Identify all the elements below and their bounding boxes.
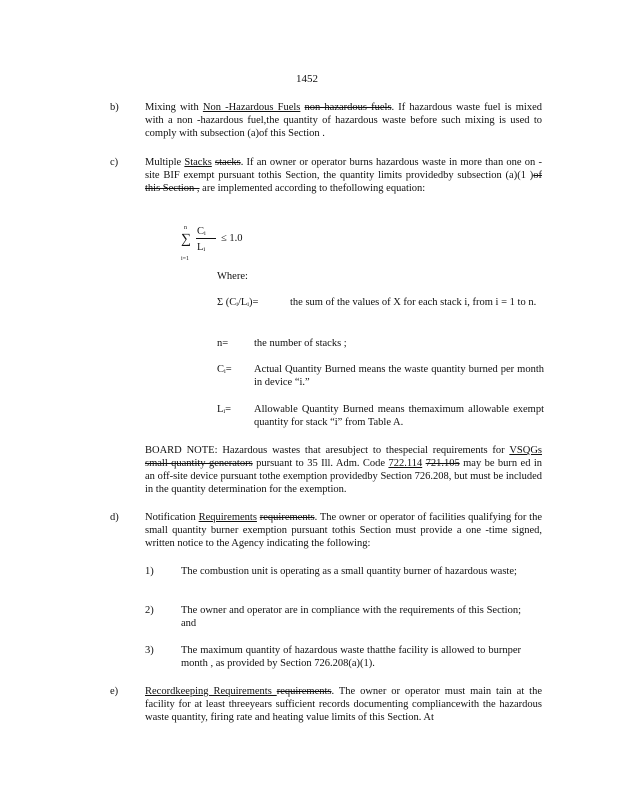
deleted-text: requirements (259, 512, 315, 523)
sum-upper-limit: n (184, 225, 187, 231)
text-run: . If an owner or operator burns hazardous waste in more than one on -site BIF exempt pursuant tothis Section, the quantity limits providedby subsection (a)(1 ) (145, 157, 543, 181)
equation-rhs: ≤ 1.0 (221, 233, 243, 244)
page-number: 1452 (296, 73, 318, 85)
inserted-text: Stacks (184, 157, 212, 168)
where-label: Where: (217, 271, 248, 282)
subsection-label-e: e) (110, 686, 119, 697)
item-text: The combustion unit is operating as a small quantity burner of hazardous waste; (181, 566, 517, 577)
subsection-b-text (145, 101, 542, 140)
inserted-text: VSQGs (509, 445, 542, 456)
text-run: pursuant to 35 Ill. Adm. Code (252, 458, 389, 469)
subsection-e-text (145, 685, 542, 724)
inserted-text: Non -Hazardous Fuels (202, 102, 301, 113)
text-run: Mixing with (145, 102, 199, 113)
definition-text: Allowable Quantity Burned means themaximum allowable exempt quantity for stack “i” from Table A. (254, 404, 544, 428)
board-note (145, 444, 542, 496)
deleted-text: requirements (276, 686, 332, 697)
definition-text: the sum of the values of X for each stack i, from i = 1 to n. (290, 297, 537, 308)
subsection-label-d: d) (110, 512, 119, 523)
deleted-text: 721.105 (425, 458, 460, 469)
item-label: 3) (145, 645, 154, 656)
definition-term: Σ (Cᵢ/Lᵢ)= (217, 297, 259, 308)
definition-term: n= (217, 338, 229, 349)
definition-term: Cᵢ= (217, 364, 232, 375)
text-run: may be burn ed in an off-site device pursuant tothe exemption providedby Section 726.208, but must be included in the quantity determination for the exemption. (145, 458, 543, 495)
item-text: The owner and operator are in compliance with the requirements of this Section; and (181, 605, 521, 629)
item-label: 2) (145, 605, 154, 616)
definition-term: Lᵢ= (217, 404, 232, 415)
subsection-label-c: c) (110, 157, 119, 168)
item-label: 1) (145, 566, 154, 577)
definition-text: Actual Quantity Burned means the waste quantity burned per month in device “i.” (254, 364, 544, 388)
deleted-text: small quantity generators (145, 458, 253, 469)
inserted-text: Recordkeeping Requirements (145, 686, 277, 697)
inserted-text: 722.114 (388, 458, 423, 469)
fraction-numerator: Cᵢ (197, 226, 206, 237)
deleted-text: non hazardous fuels (304, 102, 392, 113)
summation-equation (181, 222, 271, 262)
fraction-bar (196, 238, 216, 239)
deleted-text: of this Section , (145, 170, 542, 194)
text-run: . If hazardous waste fuel is mixed with a non -hazardous fuel,the quantity of hazardous waste before such mixing is used to comply with subsection (a)of this Section . (145, 102, 543, 139)
text-run: . The owner or operator must main tain at the facility for at least threeyears sufficient records documenting compliancewith the hazardous waste quantity, firing rate and heating value limits of this Section. At (145, 686, 542, 723)
sum-lower-limit: i=1 (181, 256, 190, 262)
item-text: The maximum quantity of hazardous waste thatthe facility is allowed to burnper month , as provided by Section 726.208(a)(1). (181, 645, 521, 669)
summation-symbol: ∑ (181, 232, 191, 247)
subsection-c-text (145, 156, 542, 195)
subsection-d-text (145, 511, 542, 550)
fraction-denominator: Lᵢ (197, 242, 206, 253)
text-run: are implemented according to thefollowing equation: (199, 183, 426, 194)
text-run: Multiple (145, 157, 182, 168)
text-run: BOARD NOTE: Hazardous wastes that aresubject to thespecial requirements for (145, 445, 505, 456)
text-run: Notification (145, 512, 196, 523)
deleted-text: stacks (215, 157, 241, 168)
inserted-text: Requirements (198, 512, 257, 523)
subsection-label-b: b) (110, 102, 119, 113)
text-run: . The owner or operator of facilities qualifying for the small quantity burner exemption pursuant tothis Section must provide a one -time signed, written notice to the Agency indicating the following: (145, 512, 542, 549)
definition-text: the number of stacks ; (254, 338, 347, 349)
